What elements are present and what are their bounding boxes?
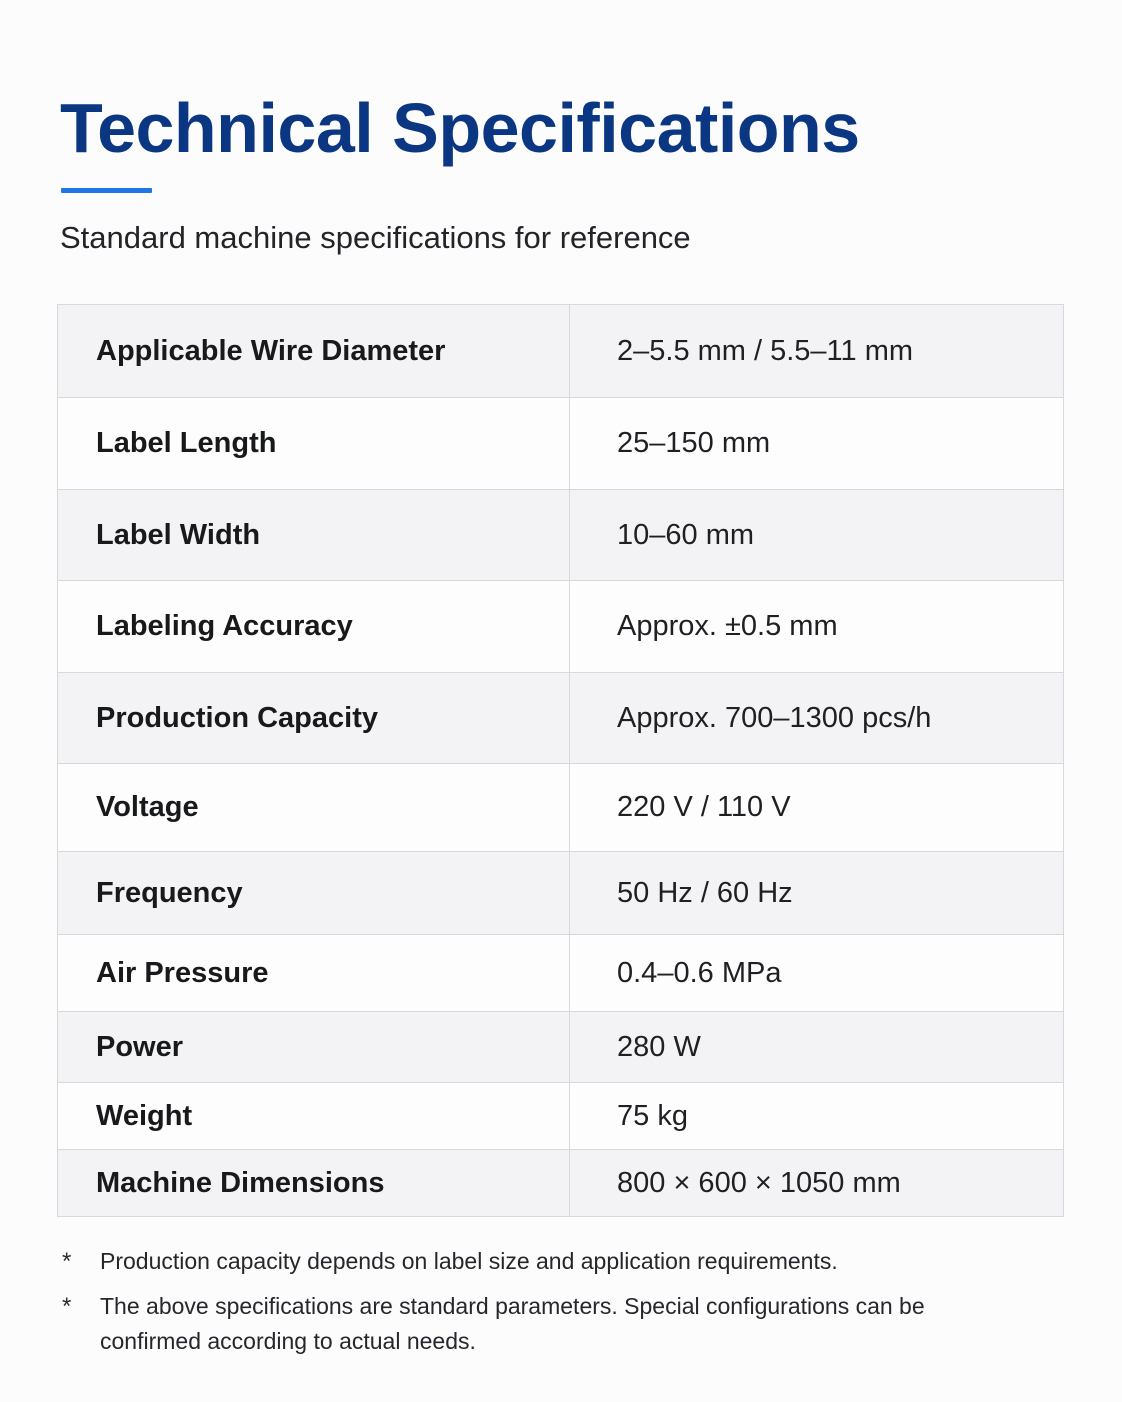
table-row — [58, 305, 1064, 398]
table-row — [58, 764, 1064, 852]
spec-parameter: Air Pressure — [58, 935, 570, 1012]
spec-value: 220 V / 110 V — [570, 764, 1064, 852]
spec-parameter: Label Length — [58, 398, 570, 490]
footnote — [62, 1244, 962, 1279]
spec-parameter: Machine Dimensions — [58, 1150, 570, 1217]
spec-value: 800 × 600 × 1050 mm — [570, 1150, 1064, 1217]
spec-parameter: Label Width — [58, 490, 570, 581]
spec-value: 50 Hz / 60 Hz — [570, 852, 1064, 935]
table-row — [58, 1150, 1064, 1217]
spec-value: 0.4–0.6 MPa — [570, 935, 1064, 1012]
table-row — [58, 673, 1064, 764]
footnotes — [62, 1244, 962, 1359]
spec-parameter: Labeling Accuracy — [58, 581, 570, 673]
table-row — [58, 935, 1064, 1012]
spec-parameter: Power — [58, 1012, 570, 1083]
table-row — [58, 1012, 1064, 1083]
footnote-text: Production capacity depends on label size and application requirements. — [100, 1248, 838, 1274]
table-row — [58, 581, 1064, 673]
specifications-table — [57, 304, 1064, 1217]
spec-parameter: Weight — [58, 1083, 570, 1150]
spec-parameter: Applicable Wire Diameter — [58, 305, 570, 398]
page-title: Technical Specifications — [60, 89, 860, 167]
title-underline — [61, 188, 152, 193]
spec-value: 10–60 mm — [570, 490, 1064, 581]
footnote-text: The above specifications are standard parameters. Special configurations can be confirmed according to actual needs. — [100, 1293, 925, 1354]
spec-parameter: Frequency — [58, 852, 570, 935]
spec-value: 2–5.5 mm / 5.5–11 mm — [570, 305, 1064, 398]
table-row — [58, 490, 1064, 581]
table-row — [58, 852, 1064, 935]
asterisk-marker: * — [62, 1248, 72, 1275]
asterisk-marker: * — [62, 1293, 72, 1320]
spec-value: 25–150 mm — [570, 398, 1064, 490]
spec-value: 75 kg — [570, 1083, 1064, 1150]
spec-parameter: Production Capacity — [58, 673, 570, 764]
footnote — [62, 1289, 962, 1359]
spec-value: Approx. 700–1300 pcs/h — [570, 673, 1064, 764]
spec-value: Approx. ±0.5 mm — [570, 581, 1064, 673]
page-subtitle: Standard machine specifications for reference — [60, 220, 691, 255]
spec-parameter: Voltage — [58, 764, 570, 852]
table-row — [58, 398, 1064, 490]
spec-value: 280 W — [570, 1012, 1064, 1083]
table-row — [58, 1083, 1064, 1150]
